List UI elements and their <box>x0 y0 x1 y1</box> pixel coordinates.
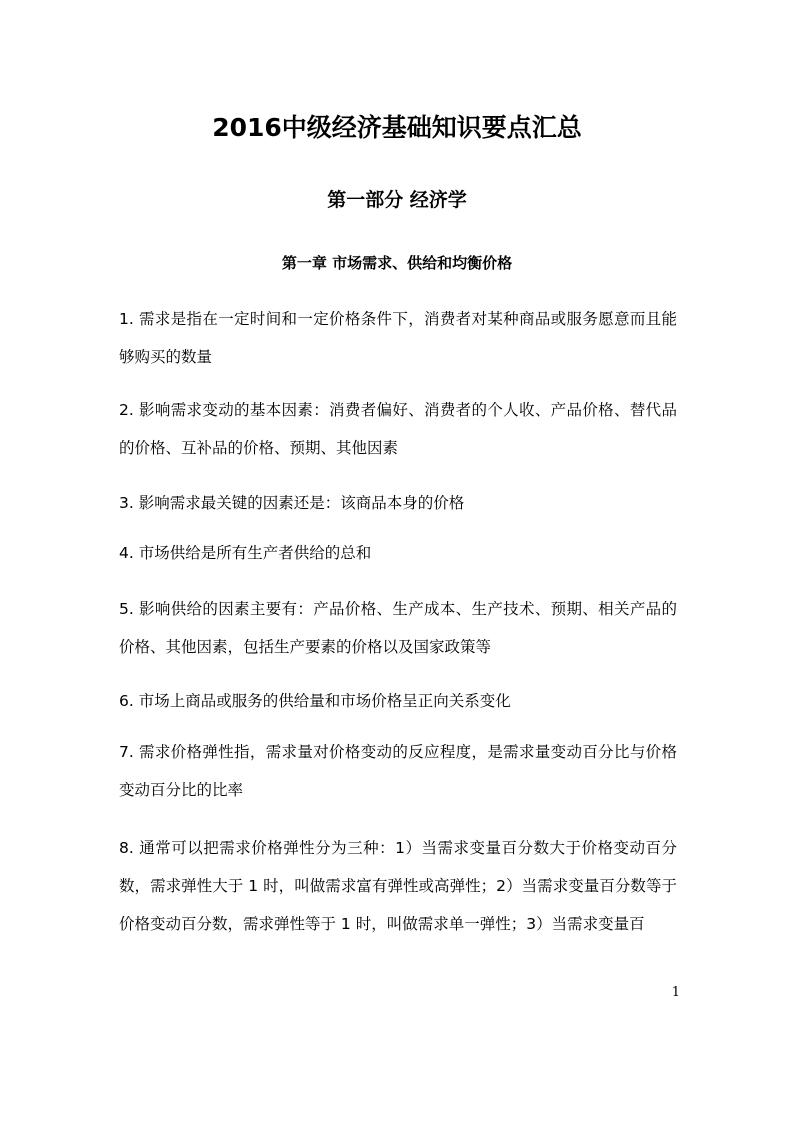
list-item-3: 3. 影响需求最关键的因素还是：该商品本身的价格 <box>119 494 465 512</box>
document-title: 2016中级经济基础知识要点汇总 <box>212 113 582 142</box>
chapter-heading: 第一章 市场需求、供给和均衡价格 <box>281 254 513 272</box>
list-item-8: 8. 通常可以把需求价格弹性分为三种：1）当需求变量百分数大于价格变动百分数，需求弹性大于 1 时，叫做需求富有弹性或高弹性；2）当需求变量百分数等于价格变动百分数，需求弹性等于 1 时，叫做需求单一弹性；3）当需求变量百 <box>119 839 677 933</box>
list-item-1: 1. 需求是指在一定时间和一定价格条件下，消费者对某种商品或服务愿意而且能够购买的数量 <box>119 310 677 366</box>
list-item-4: 4. 市场供给是所有生产者供给的总和 <box>119 544 372 562</box>
list-item-5: 5. 影响供给的因素主要有：产品价格、生产成本、生产技术、预期、相关产品的价格、其他因素，包括生产要素的价格以及国家政策等 <box>119 600 677 656</box>
list-item-7: 7. 需求价格弹性指，需求量对价格变动的反应程度，是需求量变动百分比与价格变动百分比的比率 <box>119 743 677 799</box>
page-number: 1 <box>671 985 680 1000</box>
list-item-6: 6. 市场上商品或服务的供给量和市场价格呈正向关系变化 <box>119 692 511 710</box>
part-heading: 第一部分 经济学 <box>327 189 467 211</box>
list-item-2: 2. 影响需求变动的基本因素：消费者偏好、消费者的个人收、产品价格、替代品的价格、互补品的价格、预期、其他因素 <box>119 401 677 457</box>
